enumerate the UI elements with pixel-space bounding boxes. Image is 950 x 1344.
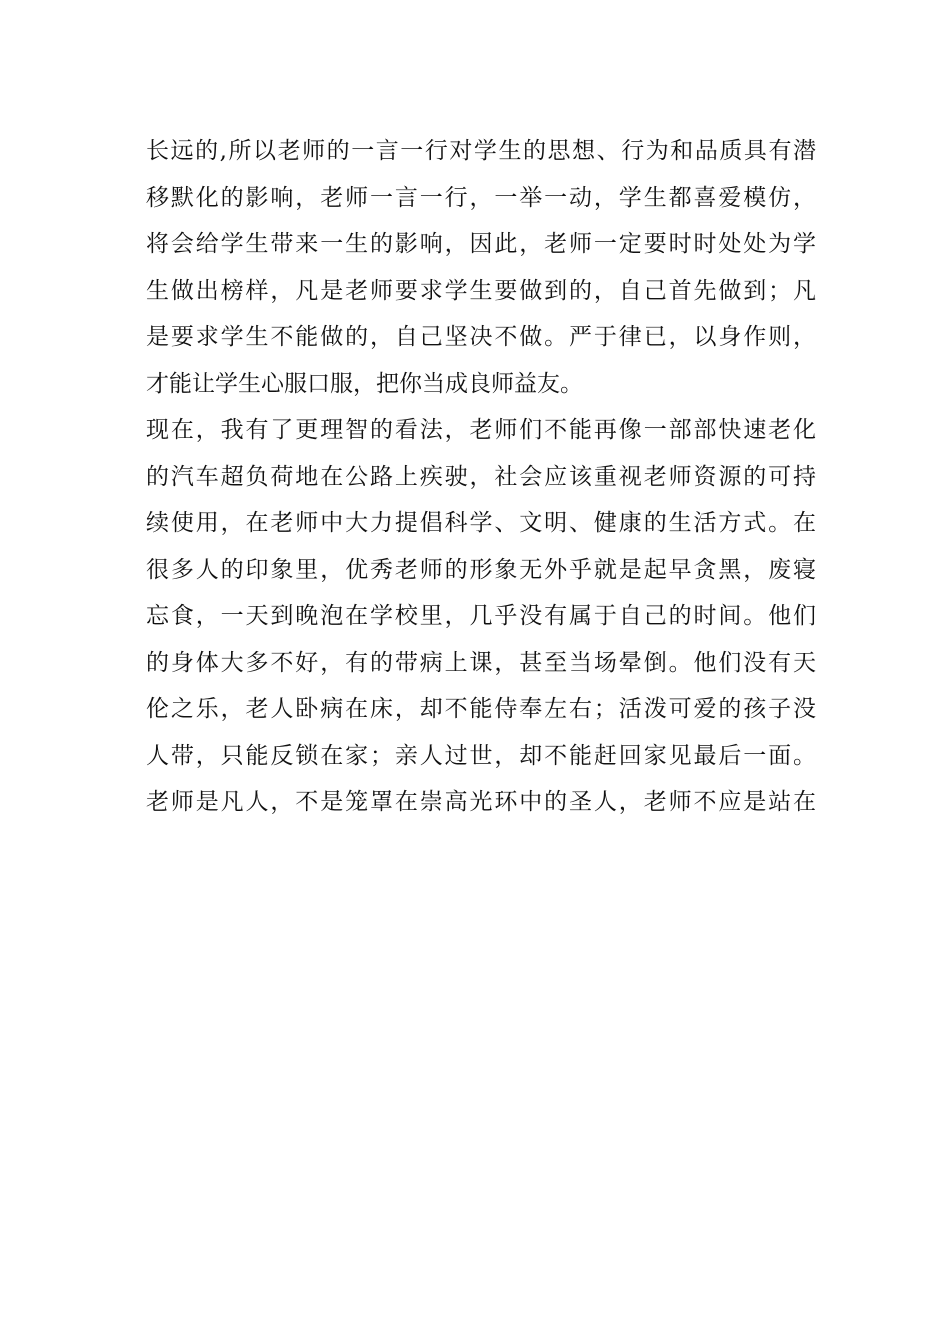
text-line: 是要求学生不能做的，自己坚决不做。严于律已，以身作则， xyxy=(146,324,816,350)
text-line: 移默化的影响，老师一言一行，一举一动，学生都喜爱模仿， xyxy=(146,184,816,211)
text-line: 伦之乐，老人卧病在床，却不能侍奉左右；活泼可爱的孩子没 xyxy=(146,696,816,722)
text-line: 忘食，一天到晚泡在学校里，几乎没有属于自己的时间。他们 xyxy=(146,603,816,629)
text-line: 长远的,所以老师的一言一行对学生的思想、行为和品质具有潜 xyxy=(146,138,816,164)
text-line: 生做出榜样，凡是老师要求学生要做到的，自己首先做到；凡 xyxy=(146,277,816,304)
text-line: 才能让学生心服口服，把你当成良师益友。 xyxy=(146,370,583,397)
text-line: 老师是凡人，不是笼罩在崇高光环中的圣人，老师不应是站在 xyxy=(146,789,816,815)
body-text xyxy=(146,128,816,826)
text-line: 续使用，在老师中大力提倡科学、文明、健康的生活方式。在 xyxy=(146,510,816,536)
text-line: 将会给学生带来一生的影响，因此，老师一定要时时处处为学 xyxy=(146,231,816,257)
text-line: 现在，我有了更理智的看法，老师们不能再像一部部快速老化 xyxy=(146,417,816,443)
text-line: 的汽车超负荷地在公路上疾驶，社会应该重视老师资源的可持 xyxy=(146,463,816,490)
text-line: 人带，只能反锁在家；亲人过世，却不能赶回家见最后一面。 xyxy=(146,742,816,769)
text-line: 的身体大多不好，有的带病上课，甚至当场晕倒。他们没有天 xyxy=(146,649,816,676)
text-line: 很多人的印象里，优秀老师的形象无外乎就是起早贪黑，废寝 xyxy=(146,556,816,583)
